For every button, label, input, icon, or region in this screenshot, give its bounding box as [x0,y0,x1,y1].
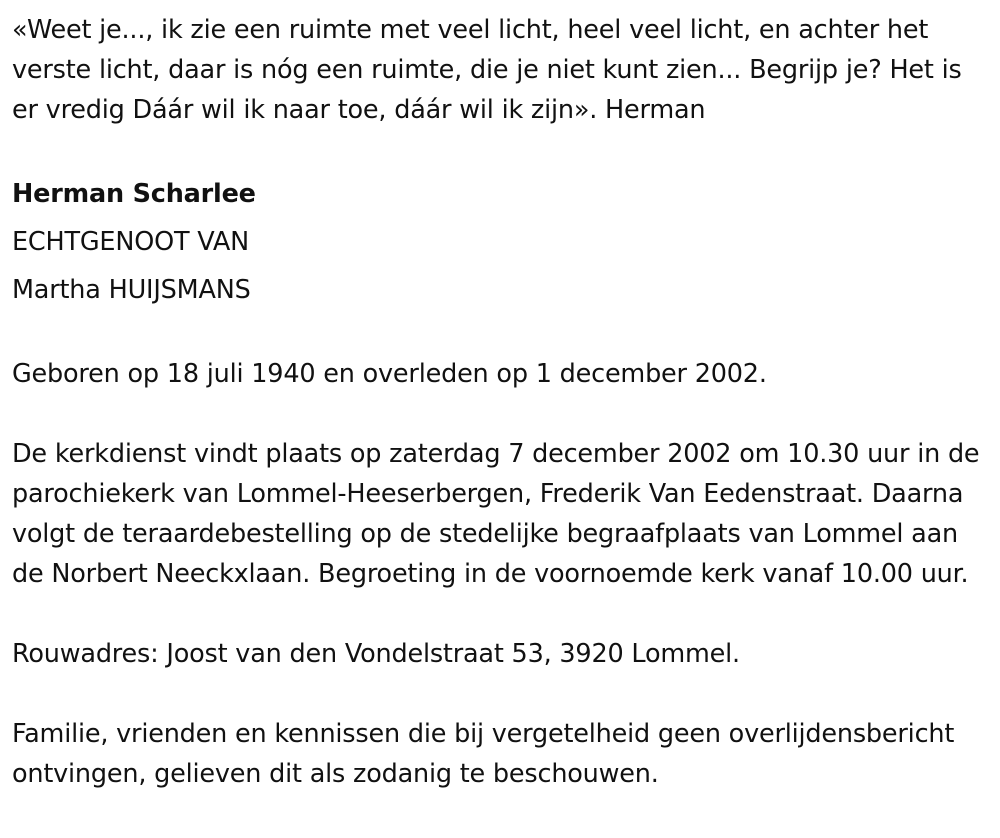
relation-label: ECHTGENOOT VAN [12,227,249,257]
deceased-name: Herman Scharlee [12,179,256,209]
dates-paragraph: Geboren op 18 juli 1940 en overleden op 1 december 2002. [12,359,767,389]
spouse-name: Martha HUIJSMANS [12,275,251,305]
notice-paragraph: Familie, vrienden en kennissen die bij vergetelheid geen overlijdensbericht ontvingen, gelieven dit als zodanig te beschouwen. [12,719,955,789]
address-paragraph: Rouwadres: Joost van den Vondelstraat 53, 3920 Lommel. [12,639,740,669]
service-paragraph: De kerkdienst vindt plaats op zaterdag 7 december 2002 om 10.30 uur in de parochiekerk van Lommel-Heeserbergen, Frederik Van Eedenstraat. Daarna volgt de teraardebestelling op de stedelijke begraafplaats van Lommel aan de Norbert Neeckxlaan. Begroeting in de voornoemde kerk vanaf 10.00 uur. [12,439,980,589]
obituary-document [12,10,992,794]
quote-paragraph: «Weet je..., ik zie een ruimte met veel licht, heel veel licht, en achter het verste licht, daar is nóg een ruimte, die je niet kunt zien... Begrijp je? Het is er vredig Dáár wil ik naar toe, dáár wil ik zijn». Herman [12,15,962,125]
